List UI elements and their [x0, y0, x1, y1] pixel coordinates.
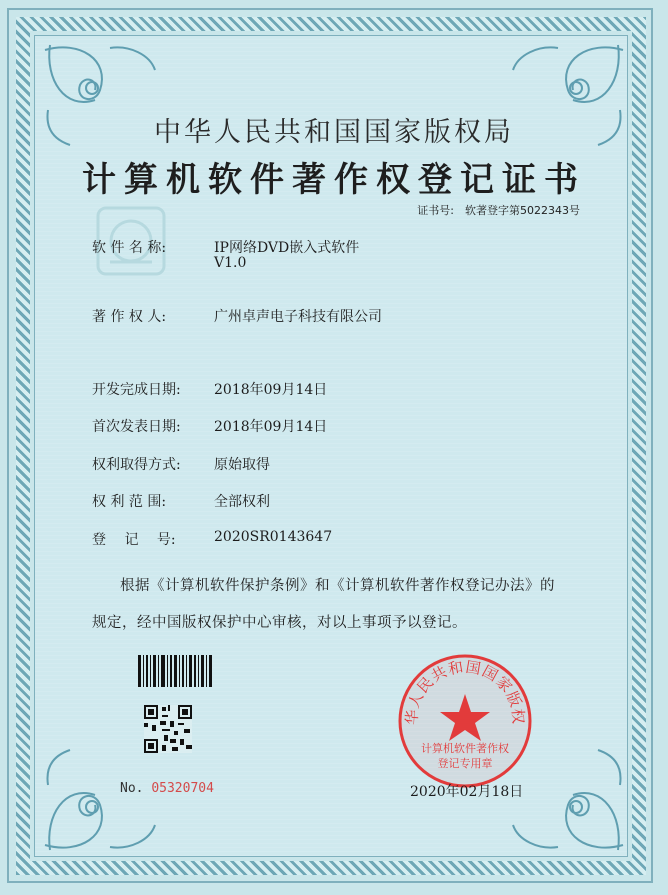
owner-label: 著 作 权 人:	[92, 309, 167, 325]
pub-date-value: 2018年09月14日	[214, 419, 328, 435]
statement-line-2: 规定，经中国版权保护中心审核，对以上事项予以登记。	[92, 615, 467, 631]
official-seal	[396, 652, 534, 790]
pub-date-row	[92, 416, 328, 436]
owner-row	[92, 306, 382, 326]
qr-code-icon	[144, 705, 192, 753]
software-name-value: IP网络DVD嵌入式软件	[214, 240, 360, 256]
seal-ring-text: 华人民共和国国家版权	[402, 657, 528, 726]
registration-row	[92, 529, 333, 549]
seal-center-line-2: 登记专用章	[437, 757, 493, 770]
statement-line-1: 根据《计算机软件保护条例》和《计算机软件著作权登记办法》的	[120, 578, 555, 594]
issue-date: 2020年02月18日	[410, 784, 524, 800]
scope-value: 全部权利	[214, 494, 270, 510]
certificate-number: 证书号: 软著登字第5022343号	[417, 204, 580, 217]
issuer-title: 中华人民共和国国家版权局	[154, 117, 514, 148]
dev-date-value: 2018年09月14日	[214, 382, 328, 398]
pub-date-label: 首次发表日期:	[92, 419, 181, 435]
software-name-row	[92, 237, 360, 271]
serial-number-value: 05320704	[151, 781, 214, 796]
software-version-value: V1.0	[214, 255, 247, 271]
scope-row	[92, 491, 270, 511]
owner-value: 广州卓声电子科技有限公司	[214, 309, 382, 325]
scope-label: 权 利 范 围:	[92, 494, 167, 510]
corner-ornament-bottom-left	[40, 745, 160, 855]
registration-label: 登 记 号:	[92, 532, 176, 548]
acquisition-label: 权利取得方式:	[92, 457, 181, 473]
dev-date-label: 开发完成日期:	[92, 382, 181, 398]
software-name-label: 软 件 名 称:	[92, 240, 167, 256]
barcode-icon	[138, 655, 212, 687]
registration-value: 2020SR0143647	[214, 529, 333, 545]
serial-number	[120, 781, 214, 796]
certificate-title: 计算机软件著作权登记证书	[82, 160, 586, 200]
acquisition-row	[92, 454, 270, 474]
acquisition-value: 原始取得	[214, 457, 270, 473]
serial-number-label: No.	[120, 781, 144, 796]
dev-date-row	[92, 379, 328, 399]
seal-center-line-1: 计算机软件著作权	[421, 742, 509, 755]
